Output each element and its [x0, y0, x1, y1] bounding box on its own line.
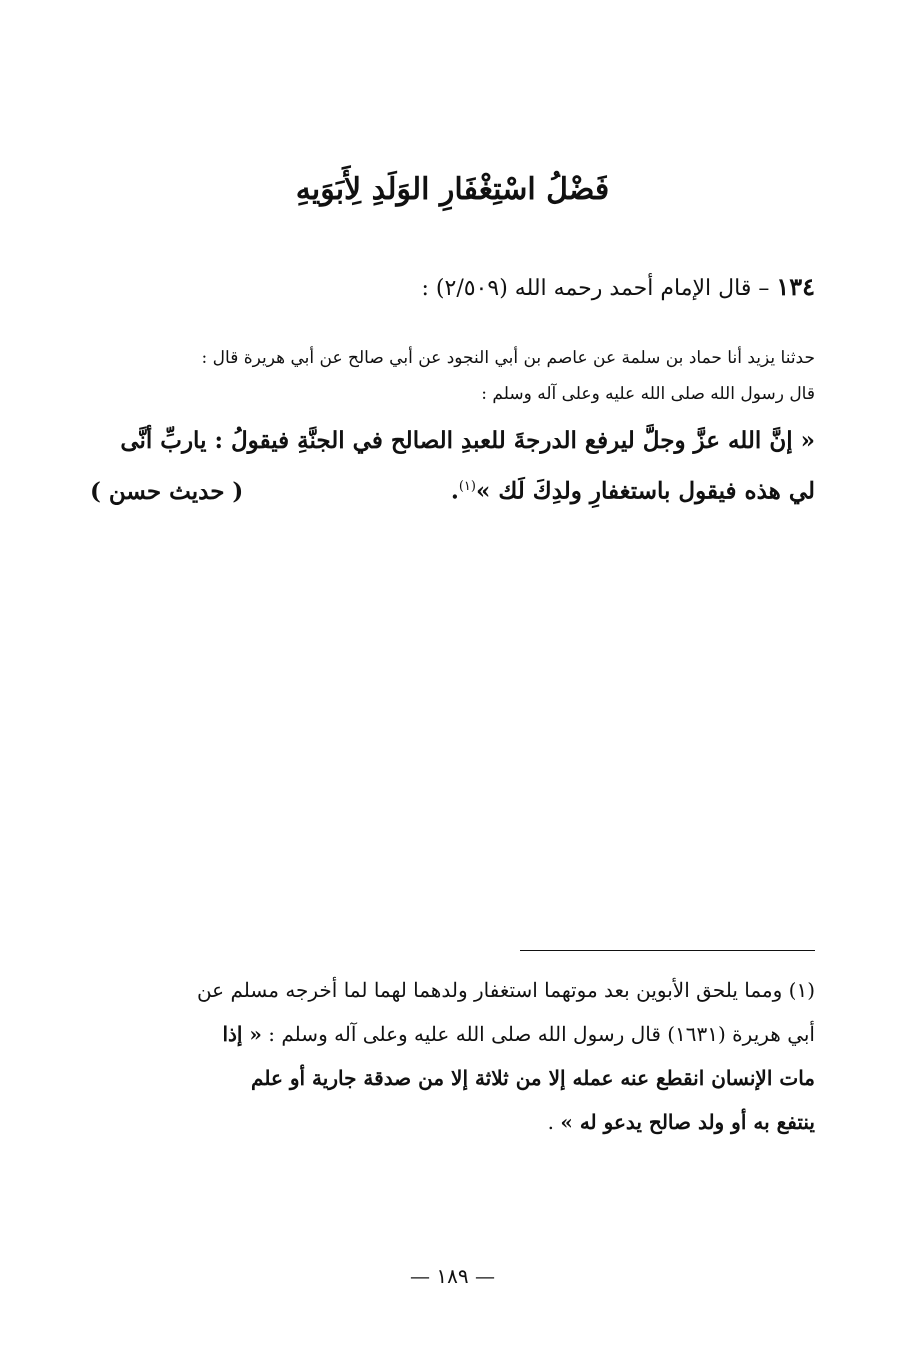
footnote-divider [520, 950, 815, 951]
footnote-line: مات الإنسان انقطع عنه عمله إلا من ثلاثة إلا من صدقة جارية أو علم [251, 1066, 815, 1090]
footnote [140, 968, 815, 1144]
hadith-number: ١٣٤ [776, 272, 815, 301]
hadith-text-line: « إنَّ الله عزَّ وجلَّ ليرفع الدرجةَ للعبدِ الصالح في الجنَّةِ فيقولُ : ياربِّ أنَّى [120, 427, 815, 454]
page-number: — ١٨٩ — [410, 1264, 495, 1288]
footnote-marker[interactable]: (١) [458, 479, 476, 494]
chapter-title: فَضْلُ اسْتِغْفَارِ الوَلَدِ لِأَبَوَيهِ [295, 172, 610, 208]
isnad-line: قال رسول الله صلى الله عليه وعلى آله وسلم : [481, 384, 815, 404]
hadith-isnad [90, 340, 815, 412]
isnad-line: حدثنا يزيد أنا حماد بن سلمة عن عاصم بن أبي النجود عن أبي صالح عن أبي هريرة قال : [201, 348, 815, 368]
footnote-line: (١) ومما يلحق الأبوين بعد موتهما استغفار ولدهما لهما لما أخرجه مسلم عن [196, 978, 815, 1002]
footnote-line: ينتفع به أو ولد صالح يدعو له » . [547, 1110, 815, 1134]
hadith-source: – قال الإمام أحمد رحمه الله (٢/٥٠٩) : [421, 276, 777, 301]
hadith-grade: ( حديث حسن ) [90, 477, 244, 505]
hadith-heading [90, 270, 815, 305]
hadith-text-end: لي هذه فيقول باستغفارِ ولدِكَ لَك »$^{(١)}$. [450, 477, 815, 505]
hadith-text [90, 418, 815, 515]
hadith-text-line [90, 464, 815, 515]
footnote-line: أبي هريرة (١٦٣١) قال رسول الله صلى الله عليه وعلى آله وسلم : « إذا [222, 1022, 815, 1046]
